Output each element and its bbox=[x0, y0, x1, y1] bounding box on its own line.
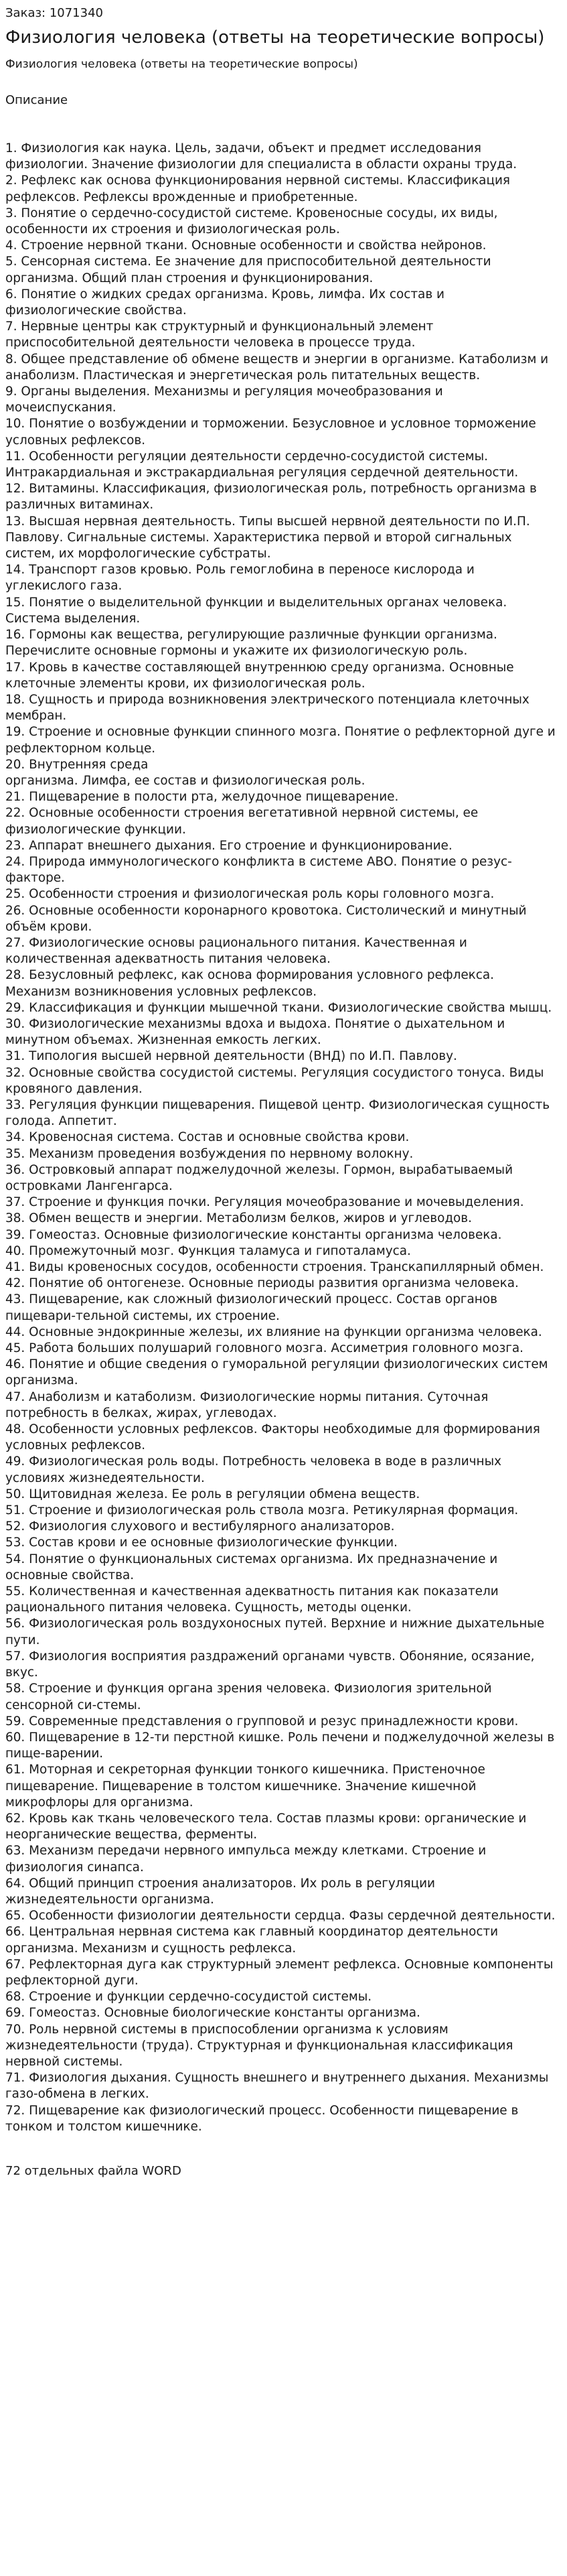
list-item: 61. Моторная и секреторная функции тонкого кишечника. Пристеночное пищеварение. Пищеварение в толстом кишечнике. Значение кишечной микрофлоры для организма. bbox=[5, 1763, 485, 1810]
list-item: 14. Транспорт газов кровью. Роль гемоглобина в переносе кислорода и углекислого газа. bbox=[5, 563, 475, 594]
list-item: 48. Особенности условных рефлексов. Факторы необходимые для формирования условных рефлексов. bbox=[5, 1422, 540, 1453]
list-item: 25. Особенности строения и физиологическая роль коры головного мозга. bbox=[5, 887, 495, 902]
list-item: 1. Физиология как наука. Цель, задачи, объект и предмет исследования физиологии. Значение физиологии для специалиста в области охраны труда. bbox=[5, 141, 517, 172]
list-item: 46. Понятие и общие сведения о гуморальной регуляции физиологических систем организма. bbox=[5, 1357, 548, 1388]
list-item: 52. Физиология слухового и вестибулярного анализаторов. bbox=[5, 1519, 395, 1534]
footer-note: 72 отдельных файла WORD bbox=[5, 2163, 181, 2178]
list-item: 44. Основные эндокринные железы, их влияние на функции организма человека. bbox=[5, 1325, 542, 1339]
list-item: 10. Понятие о возбуждении и торможении. Безусловное и условное торможение условных рефлексов. bbox=[5, 417, 536, 448]
list-item: 62. Кровь как ткань человеческого тела. Состав плазмы крови: органические и неорганические вещества, ферменты. bbox=[5, 1811, 527, 1842]
list-item: 38. Обмен веществ и энергии. Метаболизм белков, жиров и углеводов. bbox=[5, 1211, 472, 1226]
list-item: 58. Строение и функция органа зрения человека. Физиология зрительной сенсорной си-стемы. bbox=[5, 1682, 492, 1712]
list-item: 57. Физиология восприятия раздражений органами чувств. Обоняние, осязание, вкус. bbox=[5, 1649, 535, 1680]
page-title: Физиология человека (ответы на теоретические вопросы) bbox=[5, 27, 545, 48]
list-item: 56. Физиологическая роль воздухоносных путей. Верхние и нижние дыхательные пути. bbox=[5, 1617, 545, 1647]
list-item: 53. Состав крови и ее основные физиологические функции. bbox=[5, 1536, 398, 1550]
list-item: 26. Основные особенности коронарного кровотока. Систолический и минутный объём крови. bbox=[5, 903, 527, 934]
list-item: 59. Современные представления о групповой и резус принадлежности крови. bbox=[5, 1714, 519, 1728]
list-item: 66. Центральная нервная система как главный координатор деятельности организма. Механизм и сущность рефлекса. bbox=[5, 1925, 499, 1956]
list-item: 32. Основные свойства сосудистой системы. Регуляция сосудистого тонуса. Виды кровяного давления. bbox=[5, 1065, 544, 1096]
list-item: 15. Понятие о выделительной функции и выделительных органах человека. Система выделения. bbox=[5, 595, 507, 626]
page-subtitle: Физиология человека (ответы на теоретические вопросы) bbox=[5, 58, 358, 71]
list-item: 43. Пищеварение, как сложный физиологический процесс. Состав органов пищевари-тельной системы, их строение. bbox=[5, 1292, 497, 1323]
list-item: 7. Нервные центры как структурный и функциональный элемент приспособительной деятельности человека в процессе труда. bbox=[5, 320, 434, 350]
list-item: 9. Органы выделения. Механизмы и регуляция мочеобразования и мочеиспускания. bbox=[5, 385, 443, 415]
list-item: 11. Особенности регуляции деятельности сердечно-сосудистой системы. Интракардиальная и экстракардиальная регуляция сердечной деятельности. bbox=[5, 449, 519, 480]
list-item: 27. Физиологические основы рационального питания. Качественная и количественная адекватность питания человека. bbox=[5, 935, 467, 967]
list-item: 47. Анаболизм и катаболизм. Физиологические нормы питания. Суточная потребность в белках, жирах, углеводах. bbox=[5, 1389, 489, 1420]
list-item: 39. Гомеостаз. Основные физиологические константы организма человека. bbox=[5, 1227, 502, 1242]
list-item: 22. Основные особенности строения вегетативной нервной системы, ее физиологические функции. bbox=[5, 806, 479, 837]
list-item: 64. Общий принцип строения анализаторов. Их роль в регуляции жизнедеятельности организма. bbox=[5, 1876, 435, 1907]
list-item: 19. Строение и основные функции спинного мозга. Понятие о рефлекторной дуге и рефлекторном кольце. bbox=[5, 725, 556, 756]
list-item: организма. Лимфа, ее состав и физиологическая роль. bbox=[5, 773, 366, 788]
list-item: 24. Природа иммунологического конфликта в системе АВО. Понятие о резус-факторе. bbox=[5, 854, 512, 886]
list-item: 33. Регуляция функции пищеварения. Пищевой центр. Физиологическая сущность голода. Аппетит. bbox=[5, 1097, 550, 1129]
list-item: 23. Аппарат внешнего дыхания. Его строение и функционирование. bbox=[5, 838, 453, 853]
list-item: 16. Гормоны как вещества, регулирующие различные функции организма. Перечислите основные гормоны и укажите их физиологическую роль. bbox=[5, 628, 497, 659]
list-item: 28. Безусловный рефлекс, как основа формирования условного рефлекса. Механизм возникновения условных рефлексов. bbox=[5, 968, 494, 999]
list-item: 72. Пищеварение как физиологический процесс. Особенности пищеварение в тонком и толстом кишечнике. bbox=[5, 2103, 519, 2134]
list-item: 49. Физиологическая роль воды. Потребность человека в воде в различных условиях жизнедеятельности. bbox=[5, 1454, 501, 1485]
list-item: 3. Понятие о сердечно-сосудистой системе. Кровеносные сосуды, их виды, особенности их строения и физиологическая роль. bbox=[5, 206, 498, 237]
list-item: 18. Сущность и природа возникновения электрического потенциала клеточных мембран. bbox=[5, 692, 530, 724]
list-item: 41. Виды кровеносных сосудов, особенности строения. Транскапиллярный обмен. bbox=[5, 1260, 544, 1275]
list-item: 42. Понятие об онтогенезе. Основные периоды развития организма человека. bbox=[5, 1276, 519, 1291]
list-item: 8. Общее представление об обмене веществ и энергии в организме. Катаболизм и анаболизм. Пластическая и энергетическая роль питательных веществ. bbox=[5, 352, 549, 383]
list-item: 6. Понятие о жидких средах организма. Кровь, лимфа. Их состав и физиологические свойства. bbox=[5, 287, 444, 318]
list-item: 29. Классификация и функции мышечной ткани. Физиологические свойства мышц. bbox=[5, 1000, 552, 1015]
list-item: 70. Роль нервной системы в приспособлении организма к условиям жизнедеятельности (труда). Структурная и функциональная классификация нервной системы. bbox=[5, 2022, 513, 2069]
list-item: 51. Строение и физиологическая роль ствола мозга. Ретикулярная формация. bbox=[5, 1503, 519, 1518]
list-item: 69. Гомеостаз. Основные биологические константы организма. bbox=[5, 2006, 420, 2021]
list-item: 65. Особенности физиологии деятельности сердца. Фазы сердечной деятельности. bbox=[5, 1909, 556, 1923]
list-item: 60. Пищеварение в 12-ти перстной кишке. Роль печени и поджелудочной железы в пище-варении. bbox=[5, 1730, 555, 1761]
list-item: 17. Кровь в качестве составляющей внутреннюю среду организма. Основные клеточные элементы крови, их физиологическая роль. bbox=[5, 660, 514, 691]
list-item: 2. Рефлекс как основа функционирования нервной системы. Классификация рефлексов. Рефлексы врожденные и приобретенные. bbox=[5, 174, 510, 204]
list-item: 40. Промежуточный мозг. Функция таламуса и гипоталамуса. bbox=[5, 1243, 411, 1258]
list-item: 45. Работа больших полушарий головного мозга. Ассиметрия головного мозга. bbox=[5, 1341, 523, 1356]
list-item: 63. Механизм передачи нервного импульса между клетками. Строение и физиология синапса. bbox=[5, 1844, 487, 1875]
list-item: 4. Строение нервной ткани. Основные особенности и свойства нейронов. bbox=[5, 239, 487, 253]
section-label-description: Описание bbox=[5, 93, 68, 107]
list-item: 5. Сенсорная система. Ее значение для приспособительной деятельности организма. Общий план строения и функционирования. bbox=[5, 255, 491, 285]
list-item: 34. Кровеносная система. Состав и основные свойства крови. bbox=[5, 1130, 410, 1145]
list-item: 55. Количественная и качественная адекватность питания как показатели рационального питания человека. Сущность, методы оценки. bbox=[5, 1584, 499, 1615]
list-item: 31. Типология высшей нервной деятельности (ВНД) по И.П. Павлову. bbox=[5, 1049, 457, 1064]
list-item: 13. Высшая нервная деятельность. Типы высшей нервной деятельности по И.П. Павлову. Сигнальные системы. Характеристика первой и второй сигнальных систем, их морфологические субстраты. bbox=[5, 514, 530, 561]
questions-list bbox=[5, 141, 556, 2135]
list-item: 20. Внутренняя среда bbox=[5, 757, 149, 772]
list-item: 50. Щитовидная железа. Ее роль в регуляции обмена веществ. bbox=[5, 1487, 420, 1501]
list-item: 54. Понятие о функциональных системах организма. Их предназначение и основные свойства. bbox=[5, 1552, 498, 1582]
list-item: 67. Рефлекторная дуга как структурный элемент рефлекса. Основные компоненты рефлекторной дуги. bbox=[5, 1957, 554, 1988]
order-number: Заказ: 1071340 bbox=[5, 6, 103, 20]
list-item: 71. Физиология дыхания. Сущность внешнего и внутреннего дыхания. Механизмы газо-обмена в легких. bbox=[5, 2071, 549, 2102]
list-item: 12. Витамины. Классификация, физиологическая роль, потребность организма в различных витаминах. bbox=[5, 482, 537, 513]
list-item: 21. Пищеварение в полости рта, желудочное пищеварение. bbox=[5, 790, 399, 805]
list-item: 36. Островковый аппарат поджелудочной железы. Гормон, вырабатываемый островками Лангенгарса. bbox=[5, 1162, 513, 1193]
list-item: 37. Строение и функция почки. Регуляция мочеобразование и мочевыделения. bbox=[5, 1195, 524, 1210]
list-item: 30. Физиологические механизмы вдоха и выдоха. Понятие о дыхательном и минутном объемах. Жизненная емкость легких. bbox=[5, 1016, 505, 1048]
list-item: 68. Строение и функции сердечно-сосудистой системы. bbox=[5, 1990, 372, 2005]
list-item: 35. Механизм проведения возбуждения по нервному волокну. bbox=[5, 1146, 414, 1161]
